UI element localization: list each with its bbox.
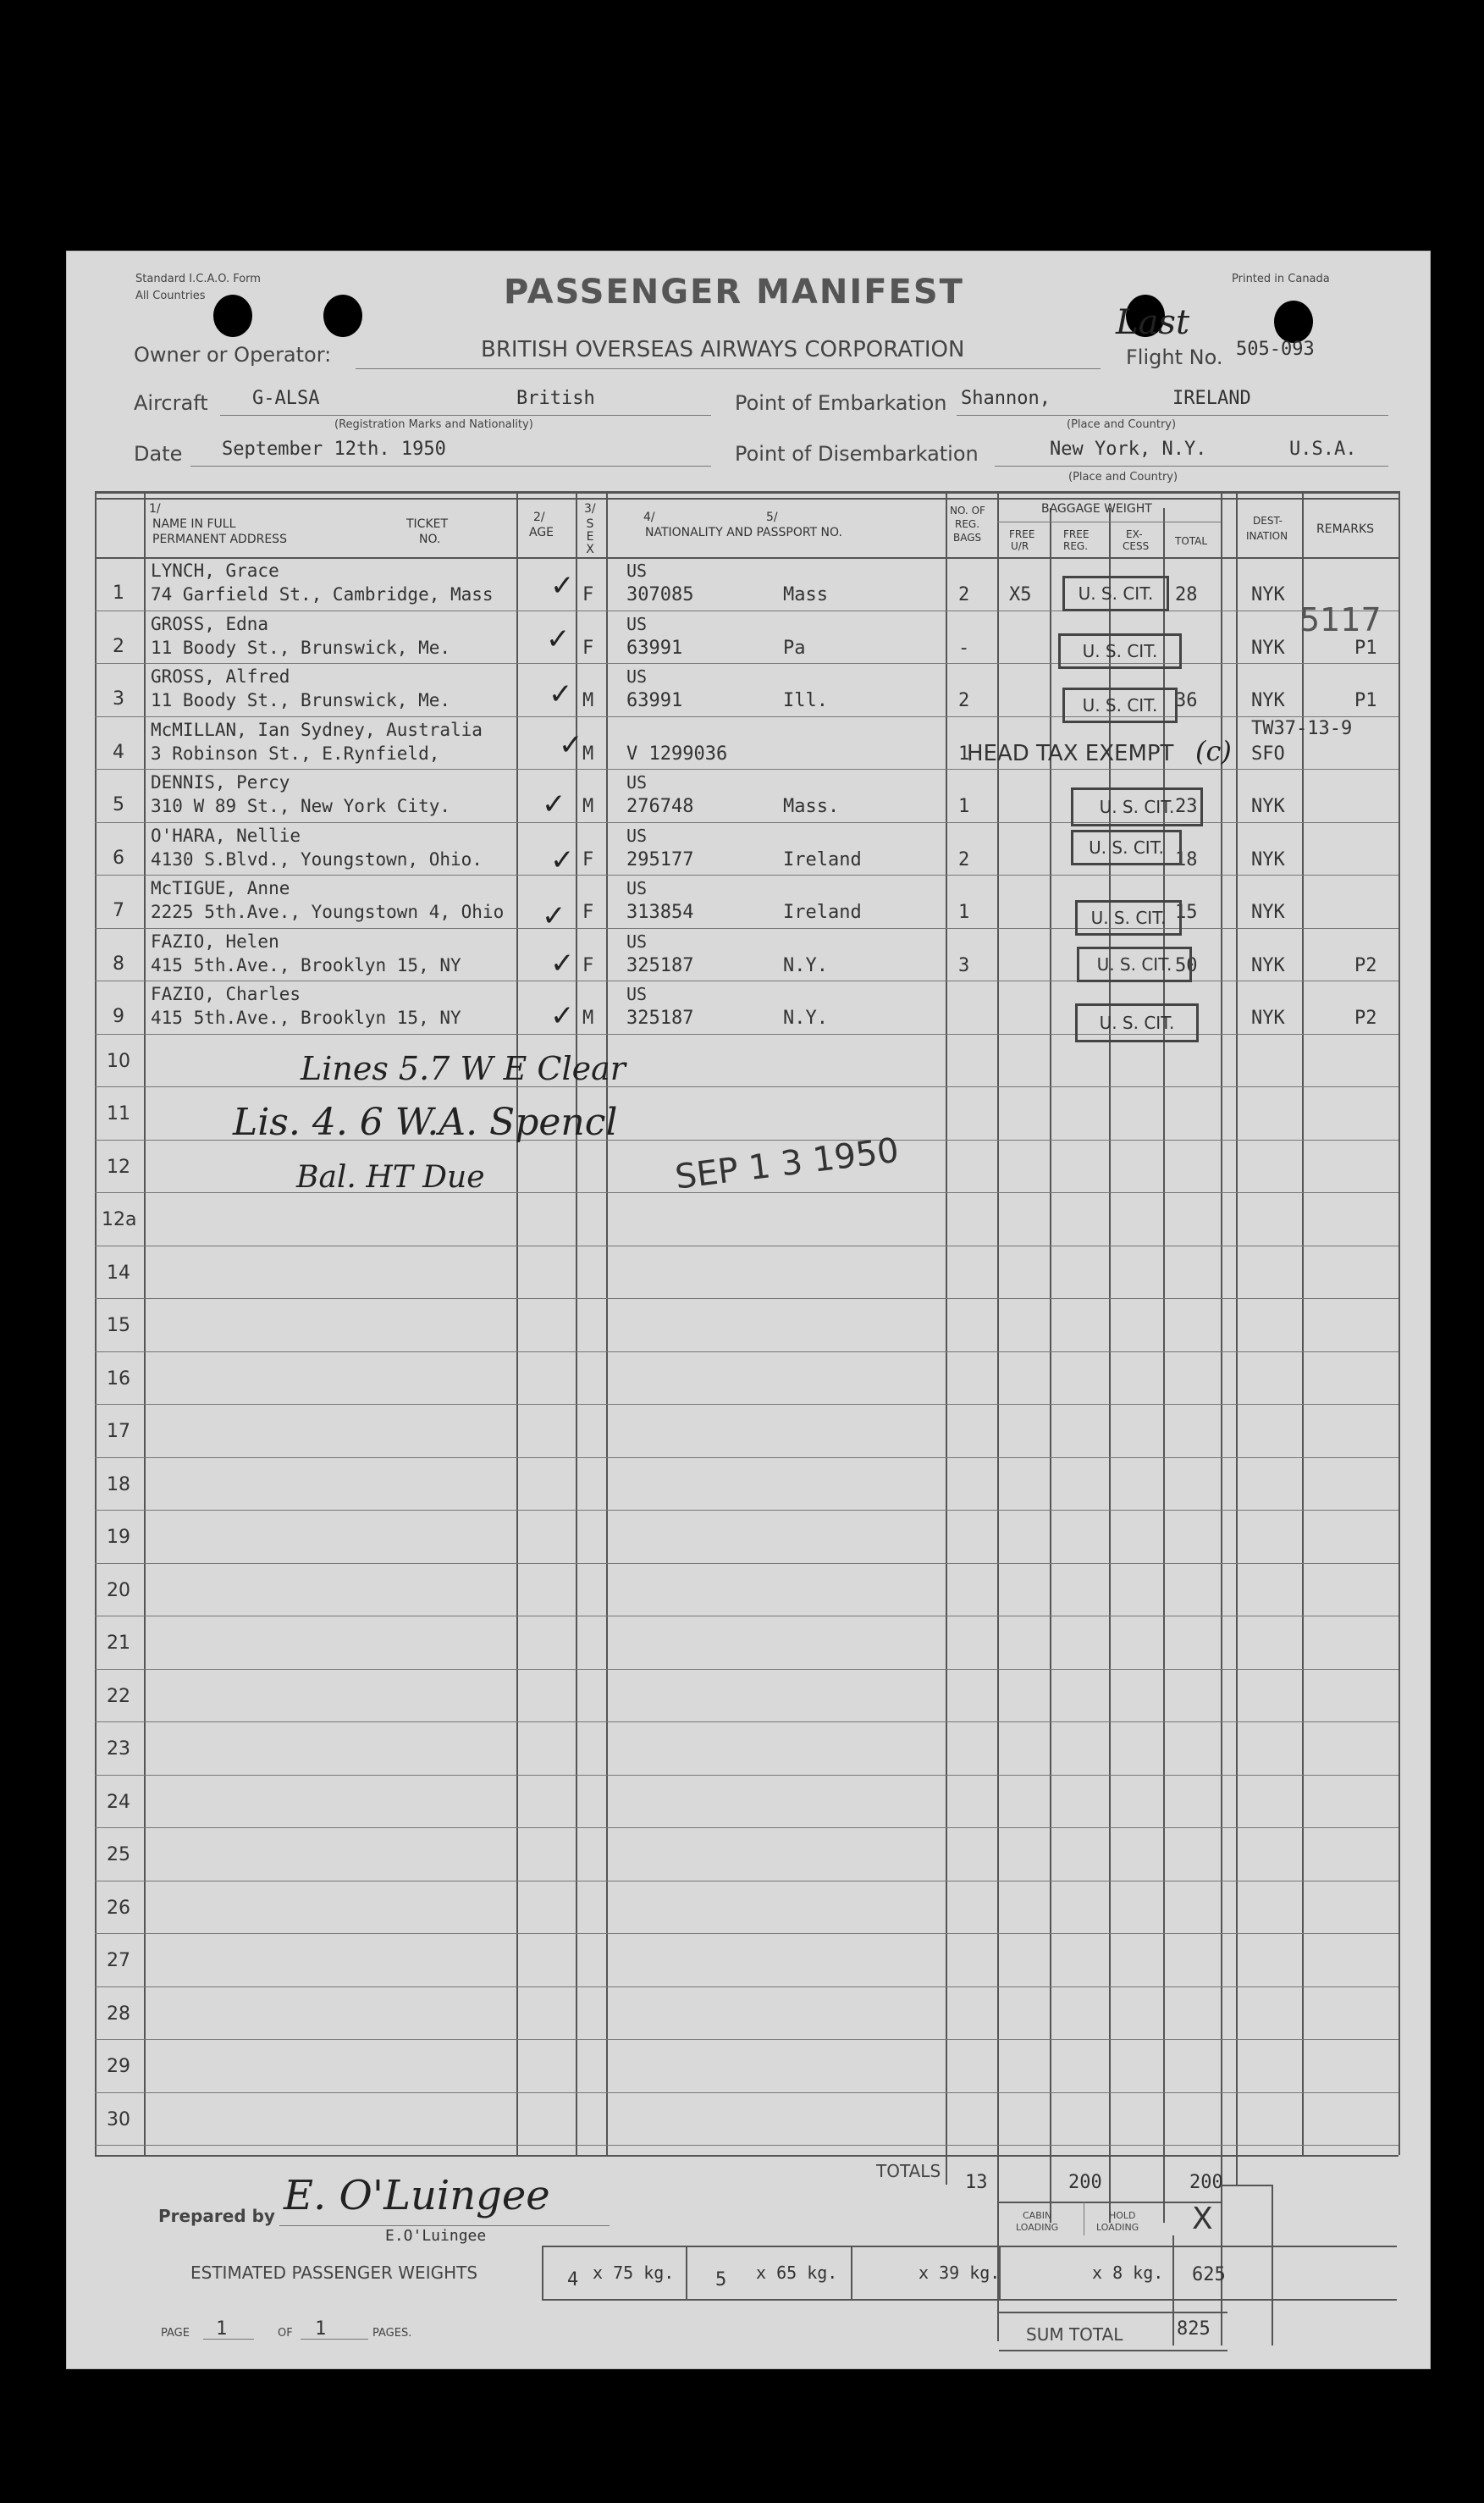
weight-total: 625	[1192, 2264, 1226, 2285]
page-title: PASSENGER MANIFEST	[504, 273, 964, 312]
aircraft-registration: G-ALSA	[252, 388, 320, 409]
col-baggage-weight: BAGGAGE WEIGHT	[1041, 502, 1152, 516]
passport-state: Pa	[783, 637, 806, 659]
owner-value: BRITISH OVERSEAS AIRWAYS CORPORATION	[481, 337, 965, 362]
destination: NYK	[1251, 584, 1285, 605]
row-number: 28	[107, 2003, 130, 2025]
baggage-total: 15	[1175, 902, 1198, 923]
col-remarks: REMARKS	[1316, 522, 1375, 536]
embarkation-place: Shannon,	[961, 388, 1051, 409]
passenger-name: LYNCH, Grace	[151, 561, 279, 581]
remarks: P1	[1354, 637, 1377, 659]
check-mark-icon: ✓	[550, 843, 575, 877]
aircraft-label: Aircraft	[134, 391, 208, 415]
baggage-total: 28	[1175, 584, 1198, 605]
weight-unit-2: x 65 kg.	[756, 2263, 838, 2283]
passenger-name: McMILLAN, Ian Sydney, Australia	[151, 719, 483, 740]
col-sex-num: 3/	[584, 502, 596, 516]
row-number: 9	[113, 1006, 124, 1027]
us-cit-stamp: U. S. CIT.	[1075, 1003, 1199, 1042]
passport-number: 307085	[626, 584, 694, 605]
row-number: 30	[107, 2108, 130, 2130]
col-nat-num: 4/	[643, 511, 655, 524]
totals-label: TOTALS	[876, 2161, 941, 2181]
col-age-num: 2/	[533, 511, 545, 524]
registration-caption: (Registration Marks and Nationality)	[334, 418, 533, 431]
passenger-sex: F	[582, 902, 594, 923]
row-number: 5	[113, 794, 124, 815]
passport-number: 63991	[626, 690, 683, 711]
baggage-total: 18	[1175, 848, 1198, 870]
check-mark-icon: ✓	[559, 728, 583, 762]
weight-unit-3: x 39 kg.	[919, 2263, 1001, 2283]
weight-unit-4: x 8 kg.	[1092, 2263, 1164, 2283]
col-dest-2: INATION	[1246, 530, 1288, 542]
passenger-address: 11 Boody St., Brunswick, Me.	[151, 637, 451, 658]
baggage-total: 23	[1175, 796, 1198, 817]
reg-bags: 2	[958, 584, 970, 605]
cabin-loading-label: CABIN	[1023, 2210, 1052, 2221]
hold-loading-label-2: LOADING	[1096, 2222, 1139, 2233]
col-passport-num: 5/	[766, 511, 778, 524]
passenger-nationality: US	[626, 825, 648, 846]
passenger-sex: M	[582, 796, 594, 817]
us-cit-stamp: U. S. CIT.	[1077, 947, 1192, 982]
passport-number: 325187	[626, 954, 694, 976]
passenger-sex: M	[582, 743, 594, 765]
totals-total: 200	[1189, 2172, 1223, 2193]
passenger-nationality: US	[626, 931, 648, 952]
passenger-address: 415 5th.Ave., Brooklyn 15, NY	[151, 1008, 461, 1028]
col-nationality: NATIONALITY AND PASSPORT NO.	[645, 526, 842, 539]
check-mark-icon: ✓	[550, 999, 575, 1033]
destination: SFO	[1251, 743, 1285, 765]
row-number: 12a	[102, 1209, 137, 1230]
free-un-weight: X5	[1009, 584, 1032, 605]
printed-note: Printed in Canada	[1232, 273, 1330, 285]
passenger-sex: F	[582, 954, 594, 976]
passenger-name: O'HARA, Nellie	[151, 825, 301, 846]
passenger-name: GROSS, Alfred	[151, 666, 290, 687]
row-number: 23	[107, 1738, 130, 1760]
passenger-address: 3 Robinson St., E.Rynfield,	[151, 743, 440, 764]
us-cit-stamp: U. S. CIT.	[1062, 688, 1178, 723]
row-number: 6	[113, 847, 124, 869]
annotation-line-3: Bal. HT Due	[296, 1160, 485, 1195]
destination: NYK	[1251, 1008, 1285, 1029]
owner-label: Owner or Operator:	[134, 343, 332, 367]
passenger-address: 415 5th.Ave., Brooklyn 15, NY	[151, 954, 461, 975]
weight-unit-1: x 75 kg.	[593, 2263, 675, 2283]
row-number: 18	[107, 1473, 130, 1495]
remarks: P2	[1354, 954, 1377, 976]
us-cit-stamp: U. S. CIT.	[1071, 830, 1182, 865]
row-number: 2	[113, 635, 124, 657]
row-number: 22	[107, 1685, 130, 1707]
col-name: NAME IN FULL	[152, 517, 236, 531]
place-caption: (Place and Country)	[1067, 418, 1177, 431]
col-sex: SEX	[586, 517, 594, 556]
totals-free-reg: 200	[1068, 2172, 1102, 2193]
passenger-name: DENNIS, Percy	[151, 772, 290, 793]
passport-state: Mass.	[783, 796, 840, 817]
col-excess-2: CESS	[1123, 540, 1150, 552]
row-number: 3	[113, 688, 124, 710]
reg-bags: 2	[958, 848, 970, 870]
place-caption-2: (Place and Country)	[1068, 471, 1178, 483]
passport-state: Ireland	[783, 902, 862, 923]
passenger-nationality: US	[626, 613, 648, 634]
sum-total-label: SUM TOTAL	[1026, 2324, 1123, 2345]
form-countries: All Countries	[135, 290, 206, 302]
passenger-address: 74 Garfield St., Cambridge, Mass	[151, 584, 494, 605]
passport-number: 295177	[626, 848, 694, 870]
row-number: 4	[113, 741, 124, 763]
passport-number: 276748	[626, 796, 694, 817]
passenger-nationality: US	[626, 984, 648, 1004]
row-number: 14	[107, 1262, 130, 1284]
row-number: 20	[107, 1579, 130, 1601]
reg-bags: 1	[958, 743, 970, 765]
col-ticket: TICKET	[406, 517, 449, 531]
destination: NYK	[1251, 637, 1285, 659]
punch-hole	[213, 295, 252, 337]
col-free-reg: FREE	[1063, 528, 1090, 540]
row-number: 21	[107, 1633, 130, 1654]
passenger-nationality: US	[626, 772, 648, 793]
col-bags: NO. OF	[950, 505, 985, 517]
check-mark-icon: ✓	[542, 899, 566, 933]
head-tax-exempt-stamp: HEAD TAX EXEMPT	[967, 741, 1174, 766]
totals-bags: 13	[965, 2172, 988, 2193]
row-number: 8	[113, 953, 124, 975]
passenger-address: 2225 5th.Ave., Youngstown 4, Ohio	[151, 902, 505, 922]
row-number: 10	[107, 1050, 130, 1072]
col-free-reg-2: REG.	[1063, 540, 1089, 552]
passenger-name: McTIGUE, Anne	[151, 878, 290, 898]
passenger-sex: M	[582, 690, 594, 711]
page-label: PAGE	[161, 2327, 190, 2340]
punch-hole	[1274, 301, 1313, 343]
x-mark: X	[1192, 2202, 1213, 2236]
baggage-total: 50	[1175, 954, 1198, 976]
check-mark-icon: ✓	[546, 622, 571, 656]
check-mark-icon: ✓	[542, 787, 566, 821]
passport-number: 63991	[626, 637, 683, 659]
passport-number: 313854	[626, 902, 694, 923]
destination: NYK	[1251, 954, 1285, 976]
embarkation-label: Point of Embarkation	[735, 391, 947, 415]
row-number: 1	[113, 583, 124, 604]
head-tax-code: (c)	[1195, 735, 1232, 767]
reg-bags: 3	[958, 954, 970, 976]
us-cit-stamp: U. S. CIT.	[1075, 900, 1182, 936]
prepared-label: Prepared by	[158, 2206, 275, 2226]
remarks: P2	[1354, 1008, 1377, 1029]
row-number: 11	[107, 1103, 130, 1124]
passenger-address: 11 Boody St., Brunswick, Me.	[151, 690, 451, 710]
passenger-nationality: US	[626, 561, 648, 581]
passenger-sex: F	[582, 637, 594, 659]
col-excess: EX-	[1126, 528, 1143, 540]
row-number: 27	[107, 1950, 130, 1971]
row-number: 19	[107, 1527, 130, 1548]
col-bags-bags: BAGS	[953, 532, 982, 544]
passenger-sex: F	[582, 584, 594, 605]
aircraft-nationality: British	[516, 388, 595, 409]
passenger-name: FAZIO, Helen	[151, 931, 279, 952]
passenger-sex: F	[582, 848, 594, 870]
check-mark-icon: ✓	[550, 947, 575, 981]
passenger-nationality: US	[626, 666, 648, 687]
col-name-num: 1/	[149, 502, 161, 516]
row-number: 7	[113, 900, 124, 921]
passenger-sex: M	[582, 1008, 594, 1029]
page-number: 1	[216, 2318, 228, 2340]
col-free-un-2: U/R	[1011, 540, 1029, 552]
signature: E. O'Luingee	[284, 2172, 550, 2219]
disembarkation-place: New York, N.Y.	[1050, 439, 1207, 460]
weights-label: ESTIMATED PASSENGER WEIGHTS	[190, 2263, 478, 2283]
passenger-address: 4130 S.Blvd., Youngstown, Ohio.	[151, 848, 483, 870]
col-address: PERMANENT ADDRESS	[152, 533, 287, 546]
flight-handwritten: Last	[1116, 303, 1190, 342]
passport-state: N.Y.	[783, 1008, 828, 1029]
destination: NYK	[1251, 848, 1285, 870]
pages-label: PAGES.	[372, 2327, 412, 2340]
row-number: 24	[107, 1791, 130, 1813]
passenger-address: 310 W 89 St., New York City.	[151, 796, 451, 816]
col-bags-reg: REG.	[955, 518, 980, 530]
tw-code: TW37-13-9	[1251, 718, 1353, 739]
passport-number: 325187	[626, 1008, 694, 1029]
reg-bags: 1	[958, 796, 970, 817]
reg-bags: -	[958, 637, 970, 659]
us-cit-stamp: U. S. CIT.	[1062, 576, 1169, 611]
remarks: P1	[1354, 690, 1377, 711]
destination: NYK	[1251, 796, 1285, 817]
col-dest: DEST-	[1253, 515, 1283, 527]
row-number: 15	[107, 1315, 130, 1336]
passenger-nationality: US	[626, 878, 648, 898]
sum-total-value: 825	[1177, 2318, 1211, 2340]
weight-count-1: 4	[567, 2269, 579, 2290]
passenger-name: GROSS, Edna	[151, 613, 269, 634]
embarkation-country: IRELAND	[1172, 388, 1251, 409]
row-number: 26	[107, 1897, 130, 1919]
us-cit-stamp: U. S. CIT.	[1071, 787, 1203, 826]
of-label: OF	[278, 2327, 293, 2340]
disembarkation-country: U.S.A.	[1289, 439, 1357, 460]
col-free-un: FREE	[1009, 528, 1035, 540]
margin-number: 5117	[1299, 601, 1382, 638]
reg-bags: 1	[958, 902, 970, 923]
check-mark-icon: ✓	[549, 677, 573, 711]
row-number: 17	[107, 1421, 130, 1442]
col-ticket-no: NO.	[419, 533, 441, 546]
us-cit-stamp: U. S. CIT.	[1058, 633, 1182, 669]
date-label: Date	[134, 442, 183, 466]
annotation-line-1: Lines 5.7 W E Clear	[301, 1050, 626, 1087]
baggage-total: 36	[1175, 690, 1198, 711]
annotation-line-2: Lis. 4. 6 W.A. Spencl	[233, 1101, 618, 1144]
col-total: TOTAL	[1175, 535, 1208, 547]
passenger-name: FAZIO, Charles	[151, 984, 301, 1004]
passport-state: Ill.	[783, 690, 828, 711]
passport-state: N.Y.	[783, 954, 828, 976]
row-number: 25	[107, 1844, 130, 1865]
disembarkation-label: Point of Disembarkation	[735, 442, 979, 466]
col-age: AGE	[529, 526, 554, 539]
date-received-stamp: SEP 1 3 1950	[673, 1130, 902, 1197]
form-standard: Standard I.C.A.O. Form	[135, 273, 261, 285]
weight-count-2: 5	[715, 2269, 727, 2290]
passport-state: Mass	[783, 584, 828, 605]
flight-number: 505-093	[1236, 339, 1315, 360]
destination: NYK	[1251, 690, 1285, 711]
prepared-name: E.O'Luingee	[385, 2227, 487, 2245]
cabin-loading-label-2: LOADING	[1016, 2222, 1059, 2233]
row-number: 12	[107, 1156, 130, 1178]
punch-hole	[323, 295, 362, 337]
passport-state: Ireland	[783, 848, 862, 870]
of-number: 1	[315, 2318, 327, 2340]
date-value: September 12th. 1950	[222, 439, 446, 460]
hold-loading-label: HOLD	[1109, 2210, 1136, 2221]
row-number: 16	[107, 1368, 130, 1390]
reg-bags: 2	[958, 690, 970, 711]
check-mark-icon: ✓	[550, 569, 575, 603]
destination: NYK	[1251, 902, 1285, 923]
flight-label: Flight No.	[1126, 345, 1223, 369]
row-number: 29	[107, 2056, 130, 2077]
passport-number: V 1299036	[626, 743, 728, 765]
